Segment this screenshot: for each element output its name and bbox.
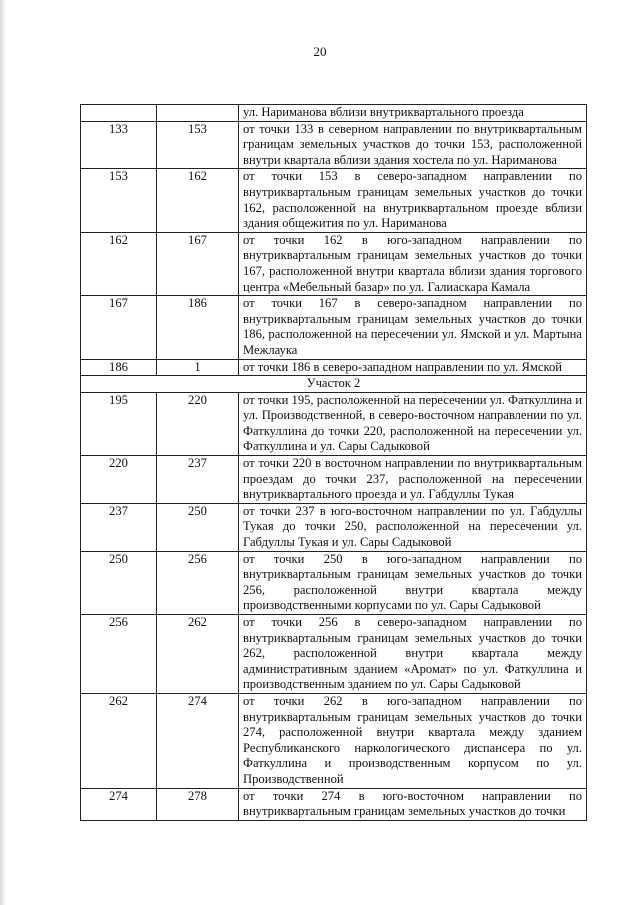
table-row: [81, 121, 587, 169]
table-row: [81, 296, 587, 359]
from-point-cell: 256: [81, 615, 157, 694]
to-point-cell: 162: [157, 169, 239, 232]
table-row: [81, 615, 587, 694]
from-point-cell: 250: [81, 551, 157, 614]
to-point-cell: 237: [157, 456, 239, 504]
from-point-cell: [81, 105, 157, 122]
section-row: [81, 376, 587, 393]
to-point-cell: 262: [157, 615, 239, 694]
to-point-cell: 220: [157, 392, 239, 455]
to-point-cell: 250: [157, 503, 239, 551]
table-row: [81, 232, 587, 295]
to-point-cell: 278: [157, 788, 239, 820]
table-row: [81, 169, 587, 232]
to-point-cell: 256: [157, 551, 239, 614]
from-point-cell: 153: [81, 169, 157, 232]
from-point-cell: 167: [81, 296, 157, 359]
page-number: 20: [313, 44, 327, 59]
description-cell: от точки 220 в восточном направлении по внутриквартальным проездам до точки 237, расположенной на пересечении внутриквартального проезда и ул. Габдуллы Тукая: [239, 456, 587, 504]
to-point-cell: 153: [157, 121, 239, 169]
description-cell: от точки 237 в юго-восточном направлении по ул. Габдуллы Тукая до точки 250, расположенной на пересечении ул. Габдуллы Тукая и ул. Сары Садыковой: [239, 503, 587, 551]
to-point-cell: 1: [157, 359, 239, 376]
from-point-cell: 195: [81, 392, 157, 455]
from-point-cell: 220: [81, 456, 157, 504]
description-cell: от точки 262 в юго-западном направлении по внутриквартальным границам земельных участков до точки 274, расположенной внутри квартала между зданием Республиканского наркологического диспансера по ул. Фаткуллина и производственным корпусом по ул. Производственной: [239, 693, 587, 788]
table-row: [81, 392, 587, 455]
from-point-cell: 262: [81, 693, 157, 788]
description-cell: от точки 162 в юго-западном направлении по внутриквартальным границам земельных участков до точки 167, расположенной внутри квартала вблизи здания торгового центра «Мебельный базар» по ул. Галиаскара Камала: [239, 232, 587, 295]
from-point-cell: 237: [81, 503, 157, 551]
to-point-cell: 167: [157, 232, 239, 295]
to-point-cell: [157, 105, 239, 122]
table-row: [81, 551, 587, 614]
from-point-cell: 162: [81, 232, 157, 295]
to-point-cell: 186: [157, 296, 239, 359]
description-cell: от точки 167 в северо-западном направлении по внутриквартальным границам земельных участков до точки 186, расположенной на пересечении ул. Ямской и ул. Мартына Межлаука: [239, 296, 587, 359]
description-cell: от точки 274 в юго-восточном направлении по внутриквартальным границам земельных участков до точки: [239, 788, 587, 820]
route-table-body: [81, 105, 587, 821]
from-point-cell: 186: [81, 359, 157, 376]
description-cell: от точки 153 в северо-западном направлении по внутриквартальным границам земельных участков до точки 162, расположенной на внутриквартальном проезде вблизи здания общежития по ул. Нариманова: [239, 169, 587, 232]
description-cell: от точки 256 в северо-западном направлении по внутриквартальным границам земельных участков до точки 262, расположенной внутри квартала между административным зданием «Аромат» по ул. Фаткуллина и производственным зданием по ул. Сары Садыковой: [239, 615, 587, 694]
table-row: [81, 503, 587, 551]
table-row: [81, 105, 587, 122]
scan-edge-shadow: [0, 0, 6, 905]
description-cell: от точки 195, расположенной на пересечении ул. Фаткуллина и ул. Производственной, в северо-восточном направлении по ул. Фаткуллина до точки 220, расположенной на пересечении ул. Фаткуллина и ул. Сары Садыковой: [239, 392, 587, 455]
table-row: [81, 788, 587, 820]
description-cell: от точки 133 в северном направлении по внутриквартальным границам земельных участков до точки 153, расположенной внутри квартала вблизи здания хостела по ул. Нариманова: [239, 121, 587, 169]
description-cell: от точки 186 в северо-западном направлении по ул. Ямской: [239, 359, 587, 376]
from-point-cell: 133: [81, 121, 157, 169]
table-row: [81, 359, 587, 376]
to-point-cell: 274: [157, 693, 239, 788]
from-point-cell: 274: [81, 788, 157, 820]
table-row: [81, 456, 587, 504]
section-title: Участок 2: [81, 376, 587, 393]
route-table: [80, 104, 587, 821]
table-row: [81, 693, 587, 788]
description-cell: ул. Нариманова вблизи внутриквартального проезда: [239, 105, 587, 122]
description-cell: от точки 250 в юго-западном направлении по внутриквартальным границам земельных участков до точки 256, расположенной внутри квартала между производственными корпусами по ул. Сары Садыковой: [239, 551, 587, 614]
